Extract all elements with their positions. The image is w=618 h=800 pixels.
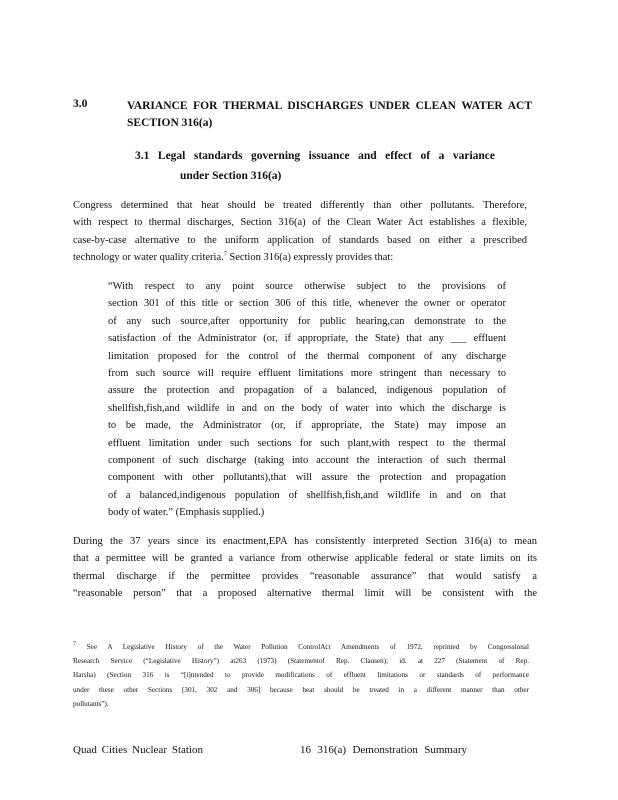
quote-line: section 301 of this title or section 306 of this title, whenever the owner or operator xyxy=(108,298,506,310)
footer-page-info: 16 316(a) Demonstration Summary xyxy=(300,744,467,756)
statute-quote xyxy=(108,278,506,522)
section-title-line2: SECTION 316(a) xyxy=(127,117,213,129)
paragraph-line: Congress determined that heat should be treated differently than other pollutants. Therefore, xyxy=(73,200,527,211)
quote-line: body of water.” (Emphasis supplied.) xyxy=(108,507,265,519)
paragraph-line: case-by-case alternative to the uniform application of standards based on either a prescribed xyxy=(73,234,527,246)
intro-paragraph xyxy=(73,197,527,267)
footnote xyxy=(73,640,529,711)
quote-line: “With respect to any point source otherwise subject to the provisions of xyxy=(108,281,506,292)
paragraph-line: with respect to thermal discharges, Section 316(a) of the Clean Water Act establishes a flexible, xyxy=(73,217,527,229)
footnote-reference: 7 xyxy=(223,251,227,258)
footer-station-name: Quad Cities Nuclear Station xyxy=(73,744,203,756)
quote-line: to be made, the Administrator (or, if appropriate, the State) may impose an xyxy=(108,420,506,432)
paragraph-line: thermal discharge if the permittee provides “reasonable assurance” that would satisfy a xyxy=(73,570,537,582)
interpretation-paragraph xyxy=(73,533,537,603)
quote-line: shellfish,fish,and wildlife in and on the body of water into which the discharge is xyxy=(108,402,506,414)
quote-line: component of such discharge (taking into account the interaction of such thermal xyxy=(108,455,506,467)
footnote-line xyxy=(73,640,529,654)
subsection-title xyxy=(135,146,495,186)
paragraph-line: During the 37 years since its enactment,EPA has consistently interpreted Section 316(a) to mean xyxy=(73,536,537,547)
quote-line: component with other pollutants),that will assure the protection and propagation xyxy=(108,472,506,484)
quote-line: of any such source,after opportunity for public hearing,can demonstrate to the xyxy=(108,315,506,327)
section-title xyxy=(127,98,532,132)
subsection-title-line2: under Section 316(a) xyxy=(180,170,282,182)
paragraph-line xyxy=(73,249,527,266)
quote-line: satisfaction of the Administrator (or, if appropriate, the State) that any ___ effluent xyxy=(108,333,506,345)
footnote-line: under these other Sections [301, 302 and 306] because heat should be treated in a different manner than other xyxy=(73,685,529,694)
footnote-line: Harsha) (Section 316 is “[i]ntended to provide modifications of effluent limitations or standards of performance xyxy=(73,671,529,680)
quote-line: of a balanced,indigenous population of shellfish,fish,and wildlife in and on that xyxy=(108,489,506,501)
quote-line: assure the protection and propagation of a balanced, indigenous population of xyxy=(108,385,506,397)
quote-line: from such source will require effluent limitations more stringent than necessary to xyxy=(108,368,506,380)
footnote-line-text: See A Legislative History of the Water Pollution ControlAct Amendments of 1972, reprinted by Congressional xyxy=(76,643,529,651)
footnote-marker: 7 xyxy=(73,641,76,648)
paragraph-line: “reasonable person” that a proposed alternative thermal limit will be consistent with the xyxy=(73,588,537,600)
footnote-line: Research Service (“Legislative History”) at263 (1973) (Statementof Rep. Clausen); id. at 227 (Statement of Rep. xyxy=(73,657,529,666)
paragraph-line: that a permittee will be granted a variance from otherwise applicable federal or state limits on its xyxy=(73,553,537,565)
paragraph-line-text: technology or water quality criteria. xyxy=(73,252,224,264)
subsection-title-line1: 3.1 Legal standards governing issuance and effect of a variance xyxy=(135,150,495,162)
section-title-line1: VARIANCE FOR THERMAL DISCHARGES UNDER CLEAN WATER ACT xyxy=(127,100,532,112)
footnote-line: pollutants”). xyxy=(73,699,109,708)
quote-line: effluent limitation under such sections for such plant,with respect to the thermal xyxy=(108,437,506,449)
paragraph-line-text: Section 316(a) expressly provides that: xyxy=(226,252,394,264)
quote-line: limitation proposed for the control of the thermal component of any discharge xyxy=(108,350,506,362)
section-number: 3.0 xyxy=(73,98,88,110)
